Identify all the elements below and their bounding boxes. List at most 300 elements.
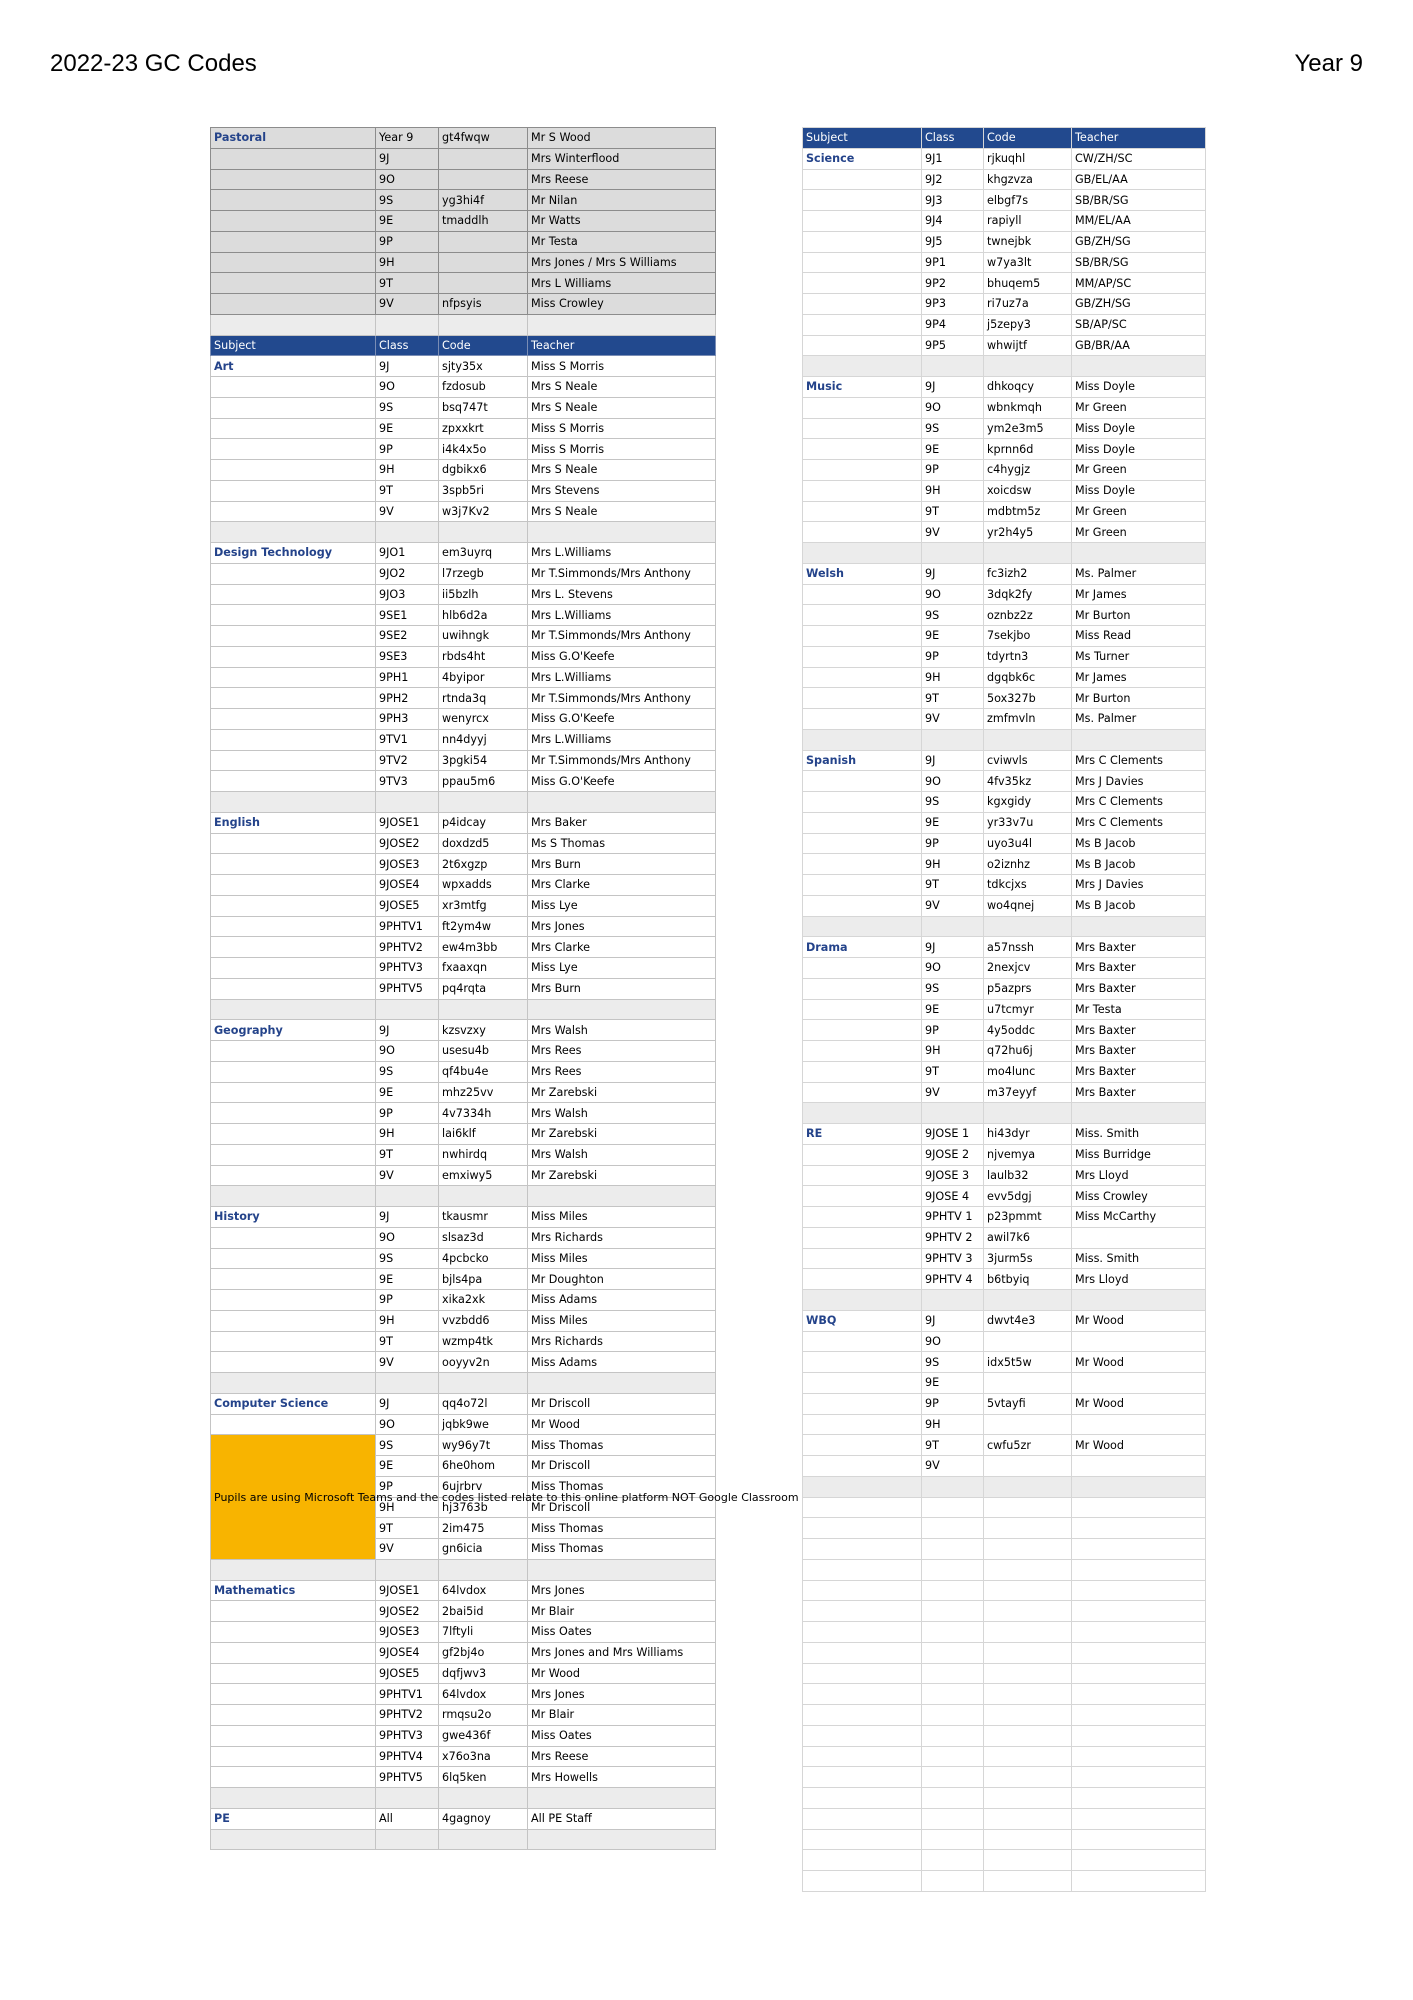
teacher-cell: Mrs Reese <box>528 1746 716 1767</box>
spacer-cell <box>439 1186 528 1207</box>
empty-cell <box>1072 1767 1206 1788</box>
class-cell: 9J <box>376 356 439 377</box>
class-cell: 9JOSE 4 <box>922 1186 984 1207</box>
table-row <box>211 1207 716 1228</box>
teacher-cell: Mr Nilan <box>528 190 716 211</box>
subject-label: Science <box>803 148 922 169</box>
table-row <box>803 812 1206 833</box>
empty-row <box>803 1601 1206 1622</box>
table-row <box>211 1227 716 1248</box>
empty-cell <box>1072 1746 1206 1767</box>
code-cell: kgxgidy <box>984 792 1072 813</box>
class-cell: 9P <box>376 1476 439 1497</box>
code-cell: 6lq5ken <box>439 1767 528 1788</box>
code-cell <box>984 1456 1072 1477</box>
empty-cell <box>922 1725 984 1746</box>
class-cell: 9V <box>376 1165 439 1186</box>
spacer-cell <box>984 1476 1072 1497</box>
table-row <box>803 1020 1206 1041</box>
class-cell: 9JOSE4 <box>376 1642 439 1663</box>
teacher-cell: Miss S Morris <box>528 418 716 439</box>
teacher-cell: Mr Testa <box>528 231 716 252</box>
table-row <box>211 1767 716 1788</box>
code-cell: gwe436f <box>439 1725 528 1746</box>
teacher-cell: Mr Green <box>1072 397 1206 418</box>
code-cell: vvzbdd6 <box>439 1310 528 1331</box>
spacer-cell <box>211 522 376 543</box>
spacer-cell <box>439 1373 528 1394</box>
spacer-cell <box>211 1829 376 1850</box>
empty-cell <box>803 1705 922 1726</box>
spacer-cell <box>528 792 716 813</box>
spacer-cell <box>1072 1103 1206 1124</box>
table-row <box>803 169 1206 190</box>
class-cell: 9V <box>376 1539 439 1560</box>
subject-label: PE <box>211 1808 376 1829</box>
spacer-row <box>211 792 716 813</box>
table-row <box>211 1144 716 1165</box>
table-row <box>211 1580 716 1601</box>
class-cell: 9O <box>922 584 984 605</box>
subject-cell-empty <box>803 1352 922 1373</box>
teacher-cell: Mrs Richards <box>528 1331 716 1352</box>
table-row <box>803 792 1206 813</box>
code-cell: 2t6xgzp <box>439 854 528 875</box>
teacher-cell: Ms Turner <box>1072 646 1206 667</box>
teacher-cell: Mr Driscoll <box>528 1456 716 1477</box>
empty-cell <box>984 1559 1072 1580</box>
subject-cell-empty <box>211 1746 376 1767</box>
spacer-cell <box>803 1290 922 1311</box>
code-cell: mdbtm5z <box>984 501 1072 522</box>
table-row <box>211 646 716 667</box>
empty-cell <box>922 1808 984 1829</box>
code-cell: fxaaxqn <box>439 958 528 979</box>
spacer-cell <box>922 356 984 377</box>
class-cell: 9T <box>376 273 439 294</box>
teacher-cell: Mrs Clarke <box>528 937 716 958</box>
table-row <box>211 812 716 833</box>
subject-cell-empty <box>803 1207 922 1228</box>
header-class: Class <box>376 335 439 356</box>
table-row <box>803 833 1206 854</box>
spacer-cell <box>211 1373 376 1394</box>
header-teacher: Teacher <box>1072 128 1206 149</box>
empty-row <box>803 1705 1206 1726</box>
spacer-cell <box>528 522 716 543</box>
code-cell: 3pgki54 <box>439 750 528 771</box>
table-row <box>803 584 1206 605</box>
table-row <box>803 1310 1206 1331</box>
empty-cell <box>803 1622 922 1643</box>
table-row <box>211 563 716 584</box>
class-cell: 9T <box>376 1144 439 1165</box>
class-cell: 9O <box>376 1041 439 1062</box>
class-cell: 9JOSE1 <box>376 812 439 833</box>
table-row <box>803 626 1206 647</box>
spacer-cell <box>1072 729 1206 750</box>
class-cell: 9TV2 <box>376 750 439 771</box>
teacher-cell: Miss Thomas <box>528 1476 716 1497</box>
table-row <box>211 1705 716 1726</box>
column-header-row <box>211 335 716 356</box>
subject-cell-empty <box>803 294 922 315</box>
empty-cell <box>922 1663 984 1684</box>
teacher-cell: Mr Zarebski <box>528 1124 716 1145</box>
code-cell: 7sekjbo <box>984 626 1072 647</box>
pastoral-code: gt4fwqw <box>439 128 528 149</box>
class-cell: 9S <box>922 792 984 813</box>
empty-cell <box>984 1829 1072 1850</box>
class-cell: 9S <box>376 1061 439 1082</box>
subject-cell-empty <box>803 211 922 232</box>
teacher-cell: Mrs Winterflood <box>528 148 716 169</box>
subject-cell-empty <box>211 460 376 481</box>
empty-cell <box>922 1622 984 1643</box>
code-cell: dqfjwv3 <box>439 1663 528 1684</box>
code-cell: j5zepy3 <box>984 314 1072 335</box>
spacer-cell <box>376 999 439 1020</box>
subject-cell-empty <box>211 1767 376 1788</box>
table-row <box>211 397 716 418</box>
subject-cell-empty <box>803 439 922 460</box>
table-row <box>211 1103 716 1124</box>
code-cell: bhuqem5 <box>984 273 1072 294</box>
code-cell: zpxxkrt <box>439 418 528 439</box>
subject-cell-empty <box>211 1352 376 1373</box>
class-cell: 9T <box>922 501 984 522</box>
teacher-cell: All PE Staff <box>528 1808 716 1829</box>
table-row <box>211 1414 716 1435</box>
spacer-row <box>803 1290 1206 1311</box>
teacher-cell: Ms. Palmer <box>1072 563 1206 584</box>
code-cell: xoicdsw <box>984 480 1072 501</box>
teacher-cell: Mrs L.Williams <box>528 605 716 626</box>
class-cell: 9JOSE2 <box>376 833 439 854</box>
code-cell: kzsvzxy <box>439 1020 528 1041</box>
subject-cell-empty <box>211 1103 376 1124</box>
subject-cell-empty <box>803 646 922 667</box>
code-cell: fc3izh2 <box>984 563 1072 584</box>
empty-cell <box>922 1559 984 1580</box>
code-cell: ooyyv2n <box>439 1352 528 1373</box>
table-row <box>211 480 716 501</box>
subject-cell-empty <box>803 1456 922 1477</box>
code-cell: wbnkmqh <box>984 397 1072 418</box>
subject-cell-empty <box>211 563 376 584</box>
class-cell: 9T <box>922 688 984 709</box>
empty-cell <box>803 1850 922 1871</box>
class-cell: 9O <box>376 377 439 398</box>
spacer-row <box>803 1103 1206 1124</box>
spacer-cell <box>803 543 922 564</box>
table-row <box>803 211 1206 232</box>
subject-cell-empty <box>803 252 922 273</box>
teacher-cell: Ms B Jacob <box>1072 833 1206 854</box>
teacher-cell: Mrs Baxter <box>1072 978 1206 999</box>
teacher-cell: Mrs Baxter <box>1072 958 1206 979</box>
table-row <box>803 1144 1206 1165</box>
table-row <box>211 1746 716 1767</box>
code-cell: 4y5oddc <box>984 1020 1072 1041</box>
class-cell: 9O <box>922 1331 984 1352</box>
table-row <box>803 314 1206 335</box>
code-cell: qq4o72l <box>439 1393 528 1414</box>
table-row <box>803 148 1206 169</box>
table-row <box>211 501 716 522</box>
table-row <box>803 231 1206 252</box>
right-codes-table <box>802 127 1206 1892</box>
table-row <box>211 543 716 564</box>
teacher-cell: Mrs C Clements <box>1072 812 1206 833</box>
class-cell: 9JO2 <box>376 563 439 584</box>
code-cell: m37eyyf <box>984 1082 1072 1103</box>
empty-row <box>803 1580 1206 1601</box>
teacher-cell: Mr Wood <box>528 1414 716 1435</box>
code-cell: 4fv35kz <box>984 771 1072 792</box>
empty-cell <box>803 1871 922 1892</box>
teacher-cell: SB/BR/SG <box>1072 252 1206 273</box>
spacer-row <box>211 1829 716 1850</box>
empty-cell <box>1072 1518 1206 1539</box>
class-cell: 9V <box>922 895 984 916</box>
teacher-cell: Mr Driscoll <box>528 1497 716 1518</box>
table-row <box>211 460 716 481</box>
class-cell: 9V <box>376 501 439 522</box>
subject-cell-empty <box>211 1248 376 1269</box>
subject-cell-empty <box>211 771 376 792</box>
table-row <box>803 335 1206 356</box>
spacer-cell <box>439 1559 528 1580</box>
class-cell: 9O <box>922 771 984 792</box>
code-cell: emxiwy5 <box>439 1165 528 1186</box>
table-row <box>803 439 1206 460</box>
class-cell: 9P <box>922 833 984 854</box>
class-cell: 9JOSE2 <box>376 1601 439 1622</box>
class-cell: 9PH1 <box>376 667 439 688</box>
subject-cell-empty <box>211 978 376 999</box>
spacer-cell <box>803 1103 922 1124</box>
empty-cell <box>1072 1684 1206 1705</box>
teacher-cell <box>1072 1227 1206 1248</box>
code-cell: yg3hi4f <box>439 190 528 211</box>
table-row <box>211 709 716 730</box>
spacer-cell <box>803 916 922 937</box>
table-row <box>211 1331 716 1352</box>
code-cell: kprnn6d <box>984 439 1072 460</box>
subject-label: Drama <box>803 937 922 958</box>
pastoral-cell-empty <box>211 190 376 211</box>
empty-cell <box>803 1829 922 1850</box>
class-cell: 9J <box>922 377 984 398</box>
table-row <box>211 1601 716 1622</box>
teacher-cell: Miss S Morris <box>528 356 716 377</box>
teacher-cell: Miss McCarthy <box>1072 1207 1206 1228</box>
class-cell: 9O <box>922 397 984 418</box>
code-cell: evv5dgj <box>984 1186 1072 1207</box>
spacer-cell <box>922 1476 984 1497</box>
empty-cell <box>922 1539 984 1560</box>
table-row <box>211 1248 716 1269</box>
code-cell: l7rzegb <box>439 563 528 584</box>
code-cell: oznbz2z <box>984 605 1072 626</box>
table-row <box>803 667 1206 688</box>
class-cell: 9S <box>922 978 984 999</box>
table-row <box>803 978 1206 999</box>
spacer-cell <box>922 1103 984 1124</box>
teacher-cell: Mrs L. Stevens <box>528 584 716 605</box>
subject-cell-empty <box>803 335 922 356</box>
teacher-cell: Mr Wood <box>1072 1352 1206 1373</box>
subject-cell-empty <box>211 895 376 916</box>
teacher-cell: MM/EL/AA <box>1072 211 1206 232</box>
subject-cell-empty <box>803 1435 922 1456</box>
subject-cell-empty <box>211 1684 376 1705</box>
subject-cell-empty <box>803 397 922 418</box>
subject-label: Music <box>803 377 922 398</box>
teacher-cell: Mr T.Simmonds/Mrs Anthony <box>528 563 716 584</box>
code-cell: 3dqk2fy <box>984 584 1072 605</box>
teacher-cell: Miss Miles <box>528 1207 716 1228</box>
class-cell: 9TV1 <box>376 729 439 750</box>
table-row <box>803 875 1206 896</box>
class-cell: 9P <box>922 646 984 667</box>
empty-cell <box>803 1580 922 1601</box>
teacher-cell: Miss Adams <box>528 1290 716 1311</box>
spacer-cell <box>528 1559 716 1580</box>
year-label: Year 9 <box>1294 50 1363 77</box>
code-cell: fzdosub <box>439 377 528 398</box>
class-cell: 9J5 <box>922 231 984 252</box>
subject-label: WBQ <box>803 1310 922 1331</box>
class-cell: 9V <box>376 1352 439 1373</box>
table-row <box>211 1622 716 1643</box>
class-cell: 9T <box>922 875 984 896</box>
subject-cell-empty <box>211 501 376 522</box>
code-cell: wo4qnej <box>984 895 1072 916</box>
teacher-cell: Mrs Lloyd <box>1072 1269 1206 1290</box>
class-cell: 9P <box>922 1393 984 1414</box>
empty-row <box>803 1746 1206 1767</box>
subject-cell-empty <box>211 1622 376 1643</box>
table-row <box>211 356 716 377</box>
spacer-cell <box>803 729 922 750</box>
empty-cell <box>984 1497 1072 1518</box>
code-cell: elbgf7s <box>984 190 1072 211</box>
teacher-cell: Mrs S Neale <box>528 397 716 418</box>
class-cell: 9PHTV1 <box>376 916 439 937</box>
table-row <box>211 626 716 647</box>
class-cell: 9PH2 <box>376 688 439 709</box>
class-cell: 9P4 <box>922 314 984 335</box>
spacer-cell <box>376 1829 439 1850</box>
empty-cell <box>984 1663 1072 1684</box>
empty-cell <box>922 1871 984 1892</box>
table-row <box>803 501 1206 522</box>
spacer-row <box>211 1559 716 1580</box>
code-cell: gf2bj4o <box>439 1642 528 1663</box>
class-cell: 9SE1 <box>376 605 439 626</box>
class-cell: 9T <box>922 1061 984 1082</box>
teacher-cell: Mr Green <box>1072 501 1206 522</box>
class-cell: 9T <box>376 1518 439 1539</box>
subject-cell-empty <box>803 626 922 647</box>
class-cell: 9S <box>922 1352 984 1373</box>
code-cell <box>439 252 528 273</box>
header-class: Class <box>922 128 984 149</box>
teacher-cell <box>1072 1414 1206 1435</box>
pastoral-cell-empty <box>211 169 376 190</box>
table-row <box>803 1435 1206 1456</box>
empty-cell <box>1072 1808 1206 1829</box>
table-row <box>803 1061 1206 1082</box>
teacher-cell: Ms. Palmer <box>1072 709 1206 730</box>
class-cell: 9O <box>376 169 439 190</box>
table-row <box>803 1414 1206 1435</box>
code-cell: laulb32 <box>984 1165 1072 1186</box>
table-row <box>803 1456 1206 1477</box>
teacher-cell: Mr Wood <box>528 1663 716 1684</box>
table-row <box>211 1808 716 1829</box>
teacher-cell: SB/AP/SC <box>1072 314 1206 335</box>
class-cell: 9PHTV1 <box>376 1684 439 1705</box>
table-row <box>211 1435 716 1456</box>
subject-cell-empty <box>211 937 376 958</box>
teacher-cell: Mrs Rees <box>528 1061 716 1082</box>
code-cell: slsaz3d <box>439 1227 528 1248</box>
subject-cell-empty <box>211 750 376 771</box>
subject-cell-empty <box>803 1186 922 1207</box>
teacher-cell: Mrs L.Williams <box>528 667 716 688</box>
teacher-cell: Miss G.O'Keefe <box>528 646 716 667</box>
subject-cell-empty <box>803 999 922 1020</box>
spacer-cell <box>528 1788 716 1809</box>
subject-cell-empty <box>211 1041 376 1062</box>
teacher-cell: Mrs S Neale <box>528 460 716 481</box>
spacer-cell <box>211 1186 376 1207</box>
table-row <box>803 895 1206 916</box>
table-row <box>211 1684 716 1705</box>
class-cell: 9JOSE4 <box>376 875 439 896</box>
class-cell: 9SE2 <box>376 626 439 647</box>
subject-label: Design Technology <box>211 543 376 564</box>
empty-cell <box>1072 1580 1206 1601</box>
pastoral-row <box>211 211 716 232</box>
teacher-cell: Mrs Clarke <box>528 875 716 896</box>
empty-cell <box>922 1642 984 1663</box>
class-cell: 9O <box>922 958 984 979</box>
subject-label: English <box>211 812 376 833</box>
spacer-cell <box>211 314 376 335</box>
class-cell: 9JOSE 3 <box>922 1165 984 1186</box>
subject-cell-empty <box>803 1041 922 1062</box>
subject-cell-empty <box>803 314 922 335</box>
code-cell <box>984 1414 1072 1435</box>
class-cell: 9E <box>922 626 984 647</box>
teacher-cell: Miss G.O'Keefe <box>528 709 716 730</box>
teacher-cell: Mr Testa <box>1072 999 1206 1020</box>
spacer-row <box>803 729 1206 750</box>
class-cell: 9PHTV2 <box>376 937 439 958</box>
empty-cell <box>803 1601 922 1622</box>
table-row <box>211 978 716 999</box>
pastoral-row <box>211 190 716 211</box>
subject-cell-empty <box>211 1290 376 1311</box>
code-cell: a57nssh <box>984 937 1072 958</box>
class-cell: 9P <box>922 1020 984 1041</box>
class-cell: 9O <box>376 1414 439 1435</box>
empty-row <box>803 1539 1206 1560</box>
